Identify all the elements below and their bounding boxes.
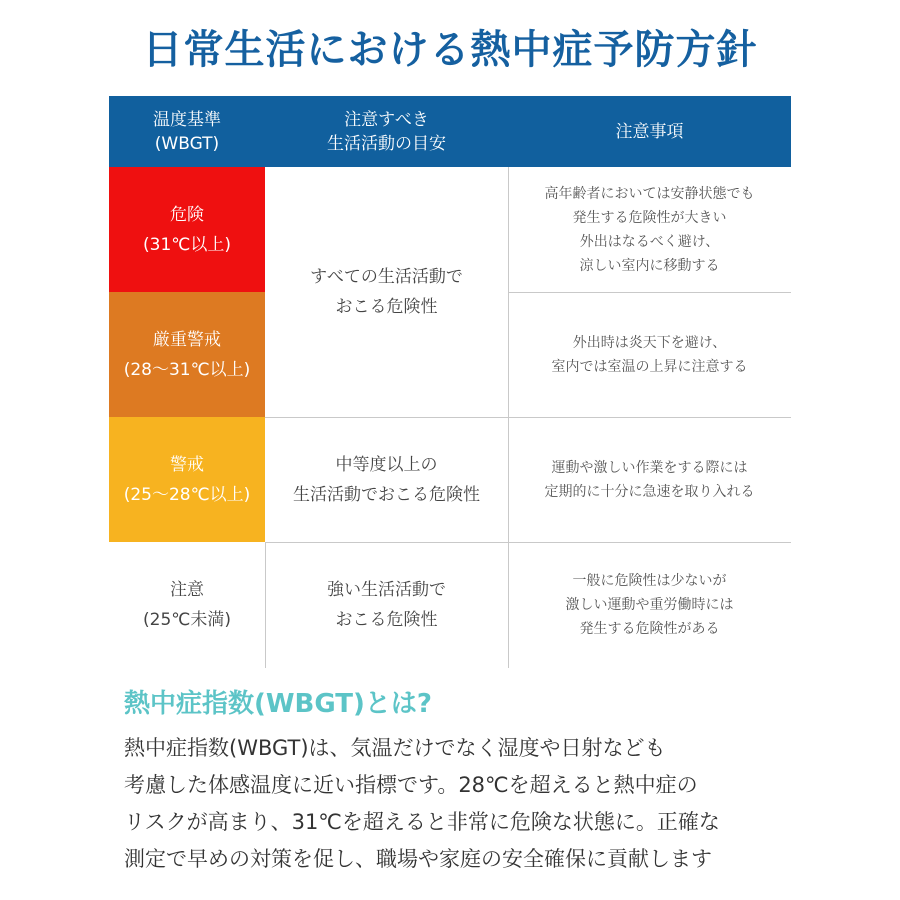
note-line: 一般に危険性は少ないが xyxy=(572,573,727,589)
note-line: 外出はなるべく避け、 xyxy=(579,233,720,250)
header-activity xyxy=(265,96,508,167)
level-label: 警戒 xyxy=(170,454,204,475)
section-body xyxy=(124,730,824,878)
activity-line: 強い生活活動で xyxy=(327,580,446,600)
note-line: 高年齢者においては安静状態でも xyxy=(544,185,755,202)
activity-line: おこる危険性 xyxy=(335,297,438,317)
level-label: 注意 xyxy=(170,580,204,600)
activity-line: すべての生活活動で xyxy=(310,267,463,287)
level-severe-warning xyxy=(109,292,265,417)
level-warning xyxy=(109,417,265,542)
wbgt-guideline-table xyxy=(109,96,791,668)
level-caution xyxy=(109,542,265,668)
note-line: 外出時は炎天下を避け、 xyxy=(572,334,727,351)
table-divider xyxy=(508,292,791,293)
note-line: 激しい運動や重労働時には xyxy=(565,597,734,613)
table-divider xyxy=(265,417,791,418)
body-line: リスクが高まり、31℃を超えると非常に危険な状態に。正確な xyxy=(124,810,720,834)
note-line: 発生する危険性が大きい xyxy=(572,209,727,226)
activity-all xyxy=(265,167,508,417)
level-range: (28〜31℃以上) xyxy=(123,359,251,380)
header-line: 注意すべき xyxy=(344,109,429,130)
body-line: 考慮した体感温度に近い指標です。28℃を超えると熱中症の xyxy=(124,773,698,797)
note-line: 涼しい室内に移動する xyxy=(579,257,720,274)
note-line: 運動や激しい作業をする際には xyxy=(551,459,748,476)
activity-line: 中等度以上の xyxy=(335,454,438,475)
level-range: (25℃未満) xyxy=(143,610,231,630)
note-severe-warning xyxy=(508,292,791,417)
note-line: 発生する危険性がある xyxy=(579,621,720,637)
note-line: 定期的に十分に急速を取り入れる xyxy=(544,483,755,500)
level-danger xyxy=(109,167,265,292)
table-divider xyxy=(265,542,266,668)
body-line: 熱中症指数(WBGT)は、気温だけでなく湿度や日射なども xyxy=(124,736,666,760)
note-warning xyxy=(508,417,791,542)
table-divider xyxy=(265,542,791,543)
activity-strong xyxy=(265,542,508,668)
activity-moderate xyxy=(265,417,508,542)
header-line: 温度基準 xyxy=(153,109,221,130)
header-temperature-standard xyxy=(109,96,265,167)
header-line: 注意事項 xyxy=(615,121,684,142)
header-notes xyxy=(508,96,791,167)
level-label: 危険 xyxy=(170,204,204,225)
note-line: 室内では室温の上昇に注意する xyxy=(551,358,748,375)
section-heading: 熱中症指数(WBGT)とは? xyxy=(124,689,432,719)
page-title: 日常生活における熱中症予防方針 xyxy=(142,27,758,73)
note-danger xyxy=(508,167,791,292)
body-line: 測定で早めの対策を促し、職場や家庭の安全確保に貢献します xyxy=(124,847,712,871)
activity-line: おこる危険性 xyxy=(335,610,438,630)
note-caution xyxy=(508,542,791,668)
level-label: 厳重警戒 xyxy=(153,329,221,350)
header-line: 生活活動の目安 xyxy=(327,133,446,154)
activity-line: 生活活動でおこる危険性 xyxy=(293,484,480,505)
header-line: (WBGT) xyxy=(154,133,220,154)
level-range: (31℃以上) xyxy=(143,234,231,255)
level-range: (25〜28℃以上) xyxy=(123,484,251,505)
